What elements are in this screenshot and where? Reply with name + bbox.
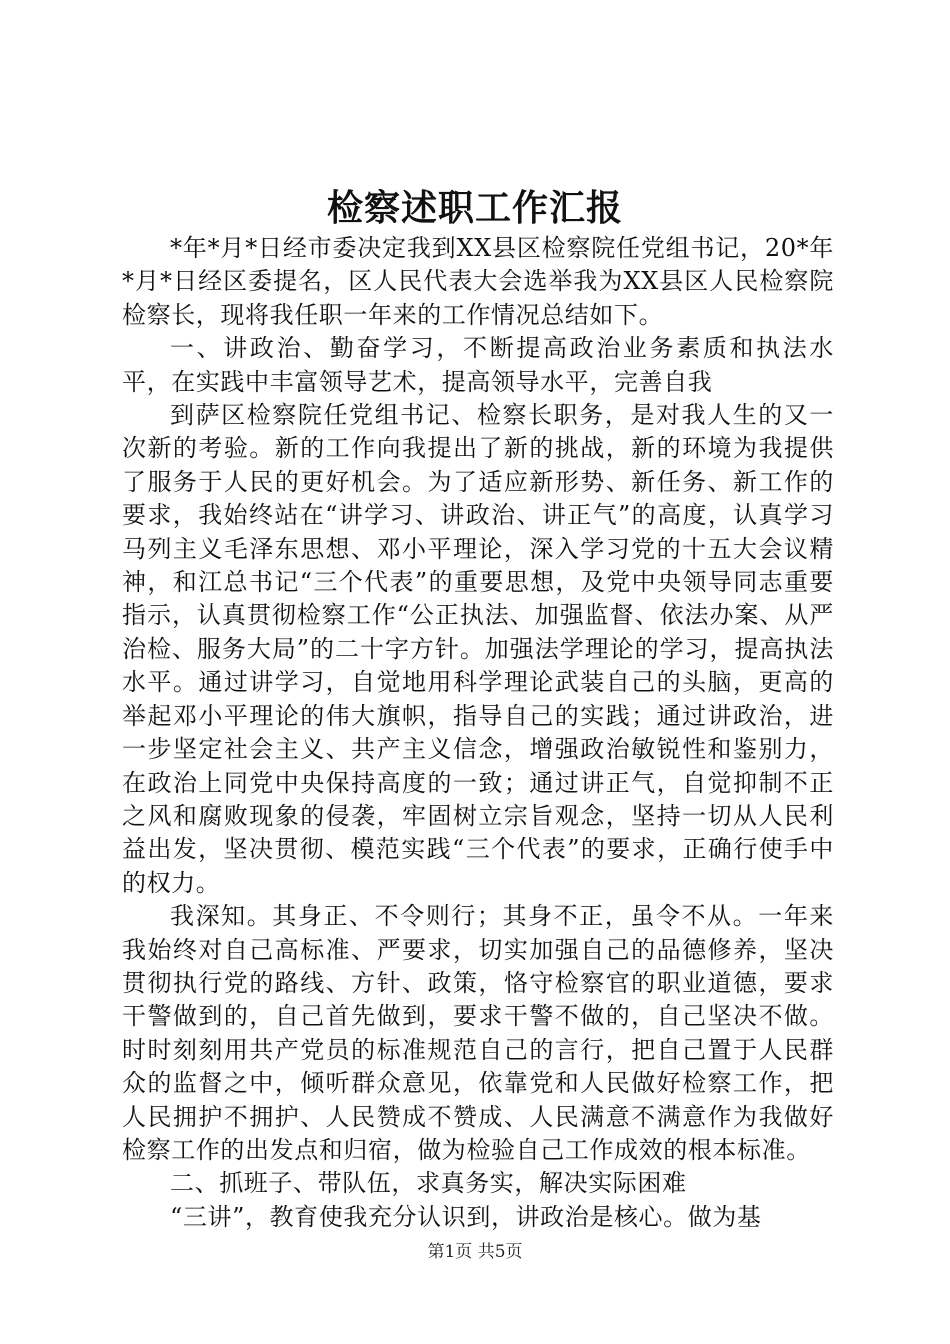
section-heading-1: 一、讲政治、勤奋学习，不断提高政治业务素质和执法水平，在实践中丰富领导艺术，提高领导水平，完善自我	[122, 334, 834, 396]
section-heading-2: 二、抓班子、带队伍，求真务实，解决实际困难	[170, 1169, 687, 1198]
paragraph-three-stresses: “三讲”，教育使我充分认识到，讲政治是核心。做为基	[170, 1202, 762, 1231]
paragraph-self-discipline: 我深知。其身正、不令则行；其身不正，虽令不从。一年来我始终对自己高标准、严要求，切实加强自己的品德修养，坚决贯彻执行党的路线、方针、政策，恪守检察官的职业道德，要求干警做到的，自己首先做到，要求干警不做的，自己坚决不做。时时刻刻用共产党员的标准规范自己的言行，把自己置于人民群众的监督之中，倾听群众意见，依靠党和人民做好检察工作，把人民拥护不拥护、人民赞成不赞成、人民满意不满意作为我做好检察工作的出发点和归宿，做为检验自己工作成效的根本标准。	[122, 902, 834, 1164]
paragraph-study: 到萨区检察院任党组书记、检察长职务，是对我人生的又一次新的考验。新的工作向我提出了新的挑战，新的环境为我提供了服务于人民的更好机会。为了适应新形势、新任务、新工作的要求，我始终站在“讲学习、讲政治、讲正气”的高度，认真学习马列主义毛泽东思想、邓小平理论，深入学习党的十五大会议精神，和江总书记“三个代表”的重要思想，及党中央领导同志重要指示，认真贯彻检察工作“公正执法、加强监督、依法办案、从严治检、服务大局”的二十字方针。加强法学理论的学习，提高执法水平。通过讲学习，自觉地用科学理论武装自己的头脑，更高的举起邓小平理论的伟大旗帜，指导自己的实践；通过讲政治，进一步坚定社会主义、共产主义信念，增强政治敏锐性和鉴别力，在政治上同党中央保持高度的一致；通过讲正气，自觉抑制不正之风和腐败现象的侵袭，牢固树立宗旨观念，坚持一切从人民利益出发，坚决贯彻、模范实践“三个代表”的要求，正确行使手中的权力。	[122, 401, 834, 897]
paragraph-intro: *年*月*日经市委决定我到XX县区检察院任党组书记，20*年*月*日经区委提名，区人民代表大会选举我为XX县区人民检察院检察长，现将我任职一年来的工作情况总结如下。	[122, 234, 834, 329]
page-footer	[0, 1241, 950, 1263]
page-indicator: 第1页 共5页	[427, 1242, 523, 1262]
document-title: 检察述职工作汇报	[326, 187, 623, 229]
document-body	[122, 232, 834, 1234]
